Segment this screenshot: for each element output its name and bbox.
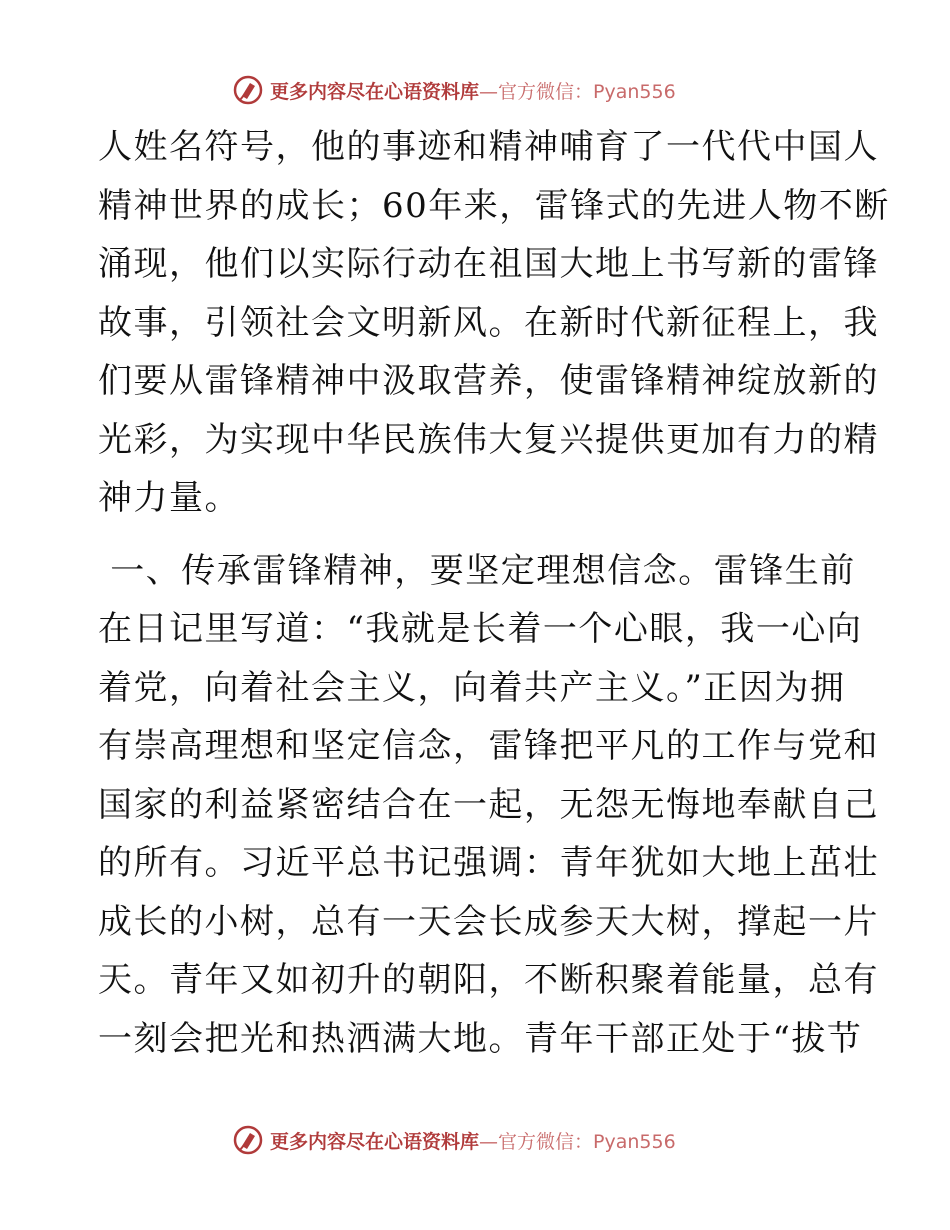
text-line: 人姓名符号，他的事迹和精神哺育了一代代中国人 (98, 127, 879, 167)
text-line: 神力量。 (98, 478, 240, 518)
paragraph-2 (98, 542, 879, 1069)
paragraph-1 (98, 118, 890, 528)
text-line: 一刻会把光和热洒满大地。青年干部正处于“拔节 (98, 1018, 863, 1059)
pen-nib-logo-icon (232, 1124, 264, 1156)
text-line: 一、传承雷锋精神，要坚定理想信念。雷锋生前 (98, 550, 856, 591)
text-line: 涌现，他们以实际行动在祖国大地上书写新的雷锋 (98, 244, 879, 284)
text-line: 精神世界的成长；60年来，雷锋式的先进人物不断 (98, 185, 890, 226)
footer-sub-text: —官方微信：Pyan556 (479, 1130, 676, 1153)
header-banner (232, 72, 676, 108)
pen-nib-logo-icon (232, 74, 264, 106)
text-line: 光彩，为实现中华民族伟大复兴提供更加有力的精 (98, 419, 879, 460)
text-line: 国家的利益紧密结合在一起，无怨无悔地奉献自己 (98, 784, 879, 825)
text-line: 的所有。习近平总书记强调：青年犹如大地上茁壮 (98, 843, 879, 883)
text-line: 有崇高理想和坚定信念，雷锋把平凡的工作与党和 (98, 726, 879, 766)
header-main-text: 更多内容尽在心语资料库 (270, 80, 480, 103)
text-line: 成长的小树，总有一天会长成参天大树，撑起一片 (98, 901, 879, 942)
text-line: 们要从雷锋精神中汲取营养，使雷锋精神绽放新的 (98, 361, 879, 401)
text-line: 天。青年又如初升的朝阳，不断积聚着能量，总有 (98, 960, 879, 1000)
text-line: 在日记里写道：“我就是长着一个心眼，我一心向 (98, 609, 863, 649)
footer-banner (232, 1122, 676, 1158)
text-line: 着党，向着社会主义，向着共产主义。”正因为拥 (98, 667, 846, 708)
footer-main-text: 更多内容尽在心语资料库 (270, 1130, 480, 1153)
text-line: 故事，引领社会文明新风。在新时代新征程上，我 (98, 302, 879, 343)
document-body (98, 118, 890, 1068)
header-sub-text: —官方微信：Pyan556 (479, 80, 676, 103)
